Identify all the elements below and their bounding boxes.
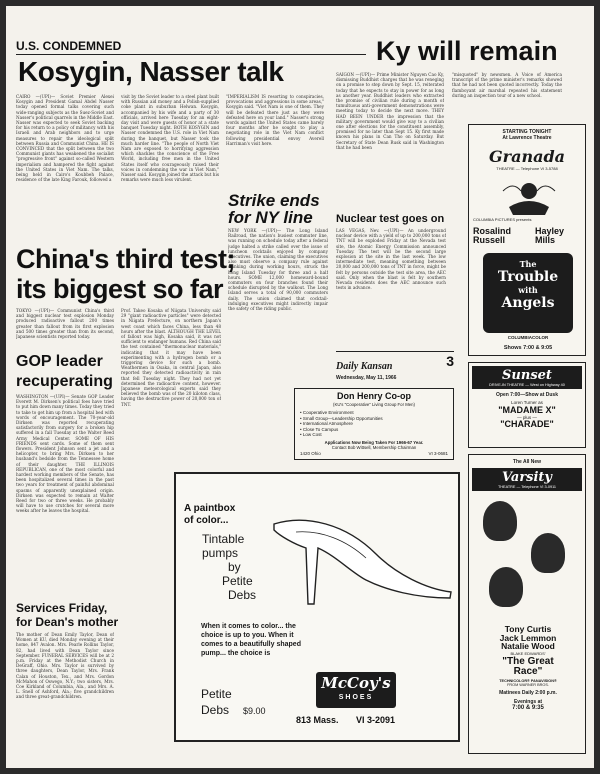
article-nuclear: LAS VEGAS, Nev. —(UPI)— An underground nuclear device with a yield of up to 200,000 tons of TNT will be exploded Friday at the Nevada test site, the Atomic Energy Commission announced Tuesday. The test will be the second large explosion at the site in the last week. The low intermediate test, meaning something between 20,000 and 200,000 tons of TNT in force, might be felt by persons outside the test site area, the AEC said. Only when the blast is felt by southern Nevada residents does the AEC announce such tests in advance. — [336, 228, 446, 291]
page-number: 3 — [446, 353, 454, 369]
shoe-line: Tintable — [202, 532, 245, 546]
star-1-first: Rosalind — [473, 226, 512, 236]
granada-name: Granada — [488, 147, 565, 166]
sunset-name: Sunset — [502, 368, 552, 383]
granada-ad — [468, 124, 586, 356]
varsity-evenings: Evenings at — [513, 698, 543, 705]
coop-address: 1420 Ohio — [300, 450, 321, 456]
shoe-phone: VI 3-2091 — [356, 715, 396, 725]
headline-strike — [228, 192, 338, 226]
varsity-matinees: Matinees Daily 2:00 p.m. — [499, 689, 557, 696]
portrait-3-icon — [489, 567, 523, 607]
shoe-brand: Petite — [222, 574, 253, 588]
coop-subtitle: (KU's "Cooperative" Living Group For Men) — [333, 402, 415, 407]
shoe-price-brand-1: Petite — [201, 687, 232, 701]
pump-shoe-icon — [266, 494, 456, 614]
varsity-ad — [468, 454, 586, 754]
shoe-price: $9.00 — [243, 706, 266, 716]
star-2-last: Mills — [535, 235, 556, 245]
coop-item: • Close To Campus — [300, 426, 339, 432]
star-2-first: Hayley — [535, 226, 565, 236]
shoe-headline-1: A paintbox — [184, 503, 236, 514]
article-ky-col1: SAIGON —(UPI)— Prime Minister Nguyen Cao Ky, dismissing Buddhist charges that he was reneging on a promise to step down by Sept. 15, reiterated today that he expects to stay in power for as long as another year. Buddhist leaders who extracted the promise of civilian rule during a month of tumultuous anti-government demonstrations were meeting today to decide the next move. THEY HAD BEEN UNDER the impression that the military government would give way to a civilian one after elections for the constituent assembly, promised for no later than Sept 15. Ky first made known his plans in Can Tho on Saturday. But Secretary of State Dean Rusk said in Washington that he had been — [336, 72, 444, 150]
angel-drawing-icon — [499, 177, 559, 217]
headline-china-2: its biggest so far — [16, 274, 224, 304]
varsity-title-2: Race" — [513, 665, 543, 677]
masthead-name: Daily Kansan — [336, 361, 393, 372]
granada-studio: COLUMBIA PICTURES presents — [473, 217, 532, 222]
coop-item: • Small Group—Leadership Opportunities — [300, 415, 383, 421]
headline-services-2: for Dean's mother — [16, 615, 119, 629]
sunset-banner — [472, 366, 582, 389]
article-china-col2: Prof. Takeo Kosaka of Niigata University said 29 "giant radioactive particles" were detected in Niigata Prefecture, on northern Japan's west coast which faces China, less than 48 hours after the blast. ALTHOUGH THE LEVEL of fallout was high, Kosaka said, it was not sufficient to endanger humans. Red China said the test contained "thermonuclear materials," indicating that it may have been experimenting with a hydrogen bomb or a triggering device for such a bomb. Weathermen in Osaka, in central Japan, also reported they detected radioactivity in rain that fell Tuesday night. They had not yet determined the radioactive content, however. Japanese meteorological experts said they believed the bomb was of the 20 kiloton class, having the destructive power of 20,000 ton of TNT. — [121, 308, 221, 407]
coop-ad — [294, 388, 454, 460]
varsity-star-3: Natalie Wood — [501, 641, 555, 651]
coop-footer-2: Contact Bob Wittsell, Membership Chairman — [331, 444, 417, 450]
shoe-address: 813 Mass. — [296, 715, 339, 725]
coop-contact — [300, 451, 448, 456]
sunset-ad — [468, 362, 586, 448]
article-services: The mother of Dean Emily Taylor, Dean of Women at KU, died Monday evening at their home, 847 Avalon. Mrs. Pearle Rollins Taylor, 82, had lived with Dean Taylor since September. FUNERAL SERVICES will be at 2 p.m. Friday at the Methodist Church in DeGraff, Ohio. Mrs. Taylor is survived by three daughters, Dean Taylor, Mrs. Frank Calan of Houston, Tex., and Mrs. Gordon McMahon of Oswego, N.Y.; two sisters, Mrs. Coe Kirkland of Columbia, Ala., and Mrs. A. L. Snell of Ashford, Ala.; five grandchildren and three great-grandchildren. — [16, 632, 114, 700]
mccoys-logo-name: McCoy's — [321, 674, 391, 692]
granada-header-1: STARTING TONIGHT — [502, 129, 552, 135]
star-1 — [473, 227, 511, 245]
headline-services-1: Services Friday, — [16, 601, 108, 615]
portrait-2-icon — [531, 533, 565, 573]
coop-items — [300, 410, 448, 438]
sunset-open: Open 7:00—Show at Dusk — [496, 392, 558, 398]
shoe-price-brand-2: Debs — [201, 703, 230, 717]
mccoys-logo-sub: SHOES — [338, 694, 374, 701]
shoe-line: pumps — [202, 546, 239, 560]
varsity-tech: TECHNICOLOR® PANAVISION® — [499, 678, 557, 683]
article-strike: NEW YORK —(UPI)— The Long Island Railroad, the nation's busiest commuter line, was running on schedule today after a federal judge halted a strike called over the issue of luncheon cocktails enjoyed by company executives. The union, claiming the executives also must observe a company rule against drinking during working hours, struck the Long Island Tuesday for three and a half hours. SOME 12,000 homeward-bound commuters on four branches found their schedule disrupted by the walkout. The Long Island serves a total of 90,000 commuters daily. The union claimed that cocktail-indulging executives might indirectly impair the safety of the riding public. — [228, 228, 328, 312]
article-kosygin-col1: CAIRO —(UPI)— Soviet Premier Alexei Kosygin and President Gamal Abdel Nasser today opened formal talks covering such wide-ranging subjects as the Suez-Soviet and Nasser's political quarrels in the Middle East. Nasser was expected to seek Soviet backing for his return to a policy of militancy with his Israeli and Arab neighbors and to urge measures to repair the ideological split between Russia and Communist China. HE IS CONVINCED that the split between the two Communist giants has weakened the socialist "progressive front" against so-called Western imperialism and hampered the fight against the United States in Viet Nam. The talks, being held in Cairo's Koubbeh Palace, residence of the late King Farouk, followed a — [16, 94, 114, 183]
portrait-1-icon — [483, 501, 517, 541]
coop-item: • Cooperative Environment — [300, 410, 354, 415]
varsity-star-1: Tony Curtis — [504, 624, 552, 634]
shoe-headline-2: of color... — [184, 515, 229, 526]
varsity-banner — [472, 468, 582, 491]
sunset-star-line: Loren Turner as — [511, 400, 543, 405]
headline-china-1: China's third test; — [16, 244, 235, 274]
star-2 — [535, 227, 564, 245]
film-title-word: The — [519, 259, 537, 269]
varsity-costar: BLAKE EDWARDS' — [510, 650, 546, 656]
coop-phone: VI 3-0681 — [428, 450, 448, 456]
shoe-brand: Debs — [228, 588, 257, 602]
granada-sub: THEATRE — Telephone VI 3-5788 — [496, 166, 558, 171]
coop-title: Don Henry Co-op — [337, 391, 411, 401]
article-kosygin-col3: "IMPERIALISM IS resorting to conspiracies, provocations and aggressions in some areas," Kosygin said. "Viet Nam is one of them. They will be defeated there just as they were defeated here on your land." Nasser's strong words against the United States came barely four months after he sought to play a negotiating role in the Viet Nam conflict following presidential envoy Averell Harriman's visit here. — [226, 94, 324, 146]
sunset-plus: — plus — — [517, 415, 537, 420]
varsity-from: FROM WARNER BROS. — [507, 682, 549, 687]
film-title-word: with — [518, 285, 538, 295]
varsity-all-new: The All New — [512, 459, 542, 465]
headline-kosygin: Kosygin, Nasser talk — [18, 56, 284, 87]
shoe-price-brand-2-row — [201, 702, 266, 719]
section-label: U.S. CONDEMNED — [16, 39, 122, 53]
headline-nuclear: Nuclear test goes on — [336, 213, 445, 225]
film-title-word: Trouble — [497, 269, 559, 285]
shoe-ad — [174, 472, 460, 742]
article-china-col1: TOKYO —(UPI)— Communist China's third and biggest nuclear test explosion Monday produced radioactive fallout 200 times greater than fallout from its first explosion and 500 times greater than from its second, Japanese scientists reported today. — [16, 308, 114, 340]
shoe-line: by — [228, 560, 241, 574]
article-ky-col2: "misquoted" by newsmen. A Voice of America transcript of the prime minister's remarks showed that he had not been quoted incorrectly. Today the flamboyant air marshal repeated his statement during an inspection tour of a new school. — [452, 72, 562, 98]
film-title-word: Angels — [501, 295, 555, 311]
star-1-last: Russell — [473, 235, 506, 245]
masthead-date: Wednesday, May 11, 1966 — [336, 375, 397, 381]
headline-ky: Ky will remain — [376, 36, 558, 66]
article-gop: WASHINGTON —(UPI)— Senate GOP Leader Everett M. Dirksen's political foes have tried to put him down many times. Today they tried to take to get him up from a hospital bed with words of encouragement. The 70-year-old Dirksen was reported recuperating satisfactorily from surgery for a broken hip suffered in a fall Tuesday at the Walter Reed Army Medical Center. SOME OF HIS FRIENDS sent cards. Some of them sent flowers. President Johnson sent a jet and a helicopter, to bring Mrs. Dirksen to her husband's bedside from the Tennessee home of their daughter. THE ILLINOIS REPUBLICAN, one of the most colorful and hardest working members of the Senate, has been hospitalized several times in the past two years for treatment of painful abdominal spasms of apparently unexplained origin. Dirksen was expected to remain at Walter Reed for two or three weeks. He probably will have to use crutches for several more weeks after he leaves the hospital. — [16, 394, 114, 514]
varsity-name: Varsity — [502, 470, 552, 485]
coop-item: • International Atmosphere — [300, 421, 353, 427]
shoe-price-block — [201, 686, 266, 719]
varsity-times: 7:00 & 9:35 — [512, 704, 544, 711]
headline-gop-2: recuperating — [16, 373, 113, 390]
newspaper-page — [6, 6, 594, 768]
divider — [16, 54, 366, 55]
granada-header-2: At Lawrence Theatre — [502, 135, 552, 141]
varsity-stars — [469, 625, 587, 711]
article-kosygin-col2: visit by the Soviet leader to a steel plant built with Russian aid money and a Polish-supplied coke plant in suburban Helwan. Kosygin, accompanied by his wife and a party of 30 officials, arrived here Tuesday for an eight-day visit and were guests of honor at a state banquet Tuesday night. BOTH KOSYGIN and Nasser condemned the U.S. role in Viet Nam during the banquet, but Nasser took the much harder line. "The people of North Viet Nam are exposed to horrifying aggression which shackles the conscience of the Free World, including free men in the United States itself who courageously raised their voices in condemning the war in Viet Nam," Nasser said. Kosygin joined the attack but his remarks were much less virulent. — [121, 94, 219, 183]
sunset-feature-1: "MADAME X" — [498, 405, 556, 415]
varsity-title-1: "The Great — [502, 655, 554, 667]
granada-color: COLUMBIACOLOR — [507, 335, 549, 340]
granada-shows: Shows 7:00 & 9:05 — [503, 345, 553, 351]
headline-gop-1: GOP leader — [16, 353, 103, 370]
shoe-copy: When it comes to color... the choice is up to you. When it comes to a beautifully shaped pump... the choice is — [201, 623, 301, 657]
varsity-star-2: Jack Lemmon — [499, 632, 557, 643]
mccoys-logo — [316, 672, 396, 708]
shoe-lines — [202, 532, 256, 602]
headline-strike-text: Strike ends for NY line — [228, 191, 320, 227]
sunset-sub: DRIVE-IN THEATRE — West on Highway 40 — [489, 383, 565, 387]
coop-item: • Low Cost — [300, 432, 322, 438]
varsity-sub: THEATRE — Telephone VI 3-0911 — [497, 485, 557, 489]
coop-footer-1: Applications Now Being Taken For 1966-67 Year. — [324, 439, 424, 445]
trouble-with-angels-title — [483, 253, 573, 333]
sunset-feature-2: "CHARADE" — [500, 419, 554, 429]
masthead — [336, 351, 454, 381]
